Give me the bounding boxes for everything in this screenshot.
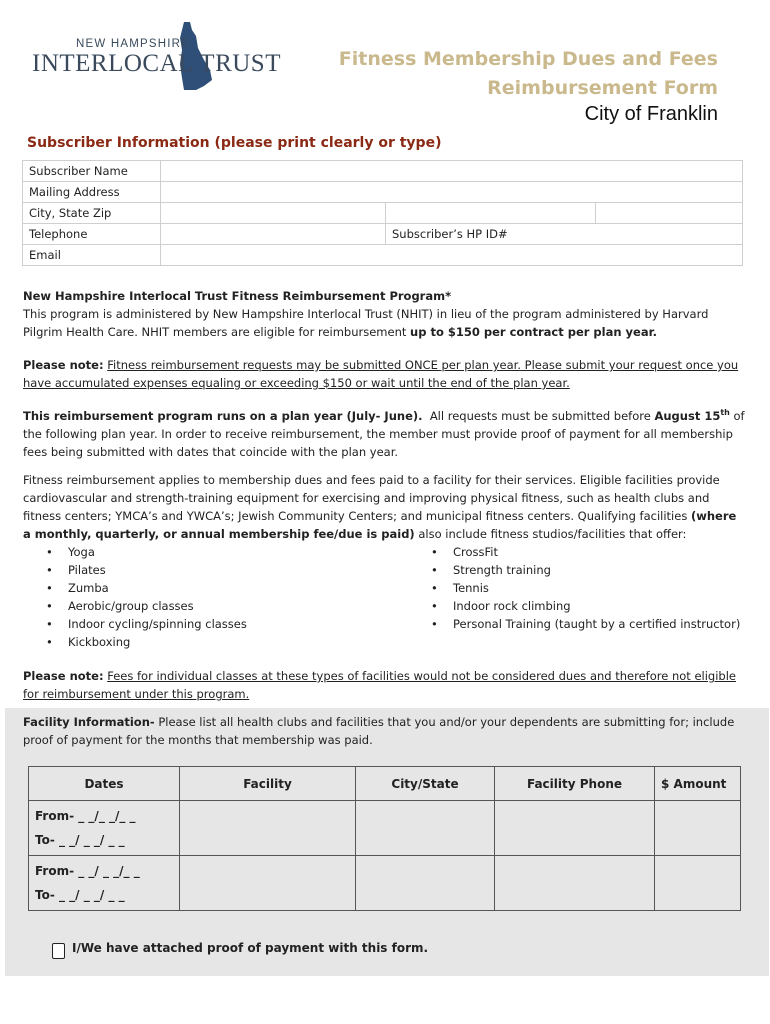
date-to: To- _ _/ _ _/ _ _ xyxy=(35,888,125,902)
facility-cell[interactable] xyxy=(180,801,356,856)
program-heading: New Hampshire Interlocal Trust Fitness Reimbursement Program* xyxy=(23,289,452,303)
program-section xyxy=(23,287,748,341)
mailing-address-field[interactable] xyxy=(161,182,743,203)
city-state-cell[interactable] xyxy=(356,856,495,911)
list-item: • Tennis xyxy=(453,579,489,597)
plan-year-bold: This reimbursement program runs on a plan year (July- June). xyxy=(23,408,423,423)
program-text: This program is administered by New Hampshire Interlocal Trust (NHIT) in lieu of the program administered by Harvard Pilgrim Health Care. NHIT members are eligible for reimbursement xyxy=(23,307,709,339)
col-city-state: City/State xyxy=(356,767,495,801)
list-item: • Zumba xyxy=(68,579,109,597)
program-limit: up to $150 per contract per plan year. xyxy=(410,325,658,339)
list-item: • Indoor rock climbing xyxy=(453,597,571,615)
city-field[interactable] xyxy=(161,203,386,224)
facility-instructions xyxy=(23,713,745,749)
phone-cell[interactable] xyxy=(495,856,655,911)
subscriber-table xyxy=(22,160,743,266)
proof-of-payment-checkbox[interactable] xyxy=(52,943,65,959)
city-name: City of Franklin xyxy=(584,103,718,125)
list-item: • Strength training xyxy=(453,561,551,579)
subscriber-name-label: Subscriber Name xyxy=(23,161,161,182)
logo-main-text: INTERLOCAL TRUST xyxy=(32,50,281,77)
hp-id-label: Subscriber’s HP ID# xyxy=(392,227,508,241)
col-amount: $ Amount xyxy=(655,767,741,801)
zip-field[interactable] xyxy=(596,203,743,224)
facility-cell[interactable] xyxy=(180,856,356,911)
form-title-line1: Fitness Membership Dues and Fees xyxy=(338,48,718,70)
nhit-logo xyxy=(28,20,281,92)
eligibility-bold: (where a monthly, quarterly, or annual membership fee/due is paid) xyxy=(23,509,737,541)
date-from: From- _ _/ _ _/_ _ xyxy=(35,864,140,878)
list-item: • Pilates xyxy=(68,561,106,579)
telephone-label: Telephone xyxy=(23,224,161,245)
email-field[interactable] xyxy=(161,245,743,266)
city-state-cell[interactable] xyxy=(356,801,495,856)
plan-year-date-sup: th xyxy=(720,408,730,417)
amount-cell[interactable] xyxy=(655,856,741,911)
subscriber-heading: Subscriber Information (please print clearly or type) xyxy=(27,135,442,151)
note-individual-classes xyxy=(23,667,748,703)
list-item: • CrossFit xyxy=(453,543,498,561)
logo-top-text: NEW HAMPSHIRE xyxy=(76,38,190,50)
table-row xyxy=(29,801,741,856)
plan-year-text1: All requests must be submitted before xyxy=(429,408,651,423)
list-item: • Indoor cycling/spinning classes xyxy=(68,615,247,633)
list-item: • Kickboxing xyxy=(68,633,130,651)
email-label: Email xyxy=(23,245,161,266)
plan-year-section xyxy=(23,404,748,461)
form-title-line2: Reimbursement Form xyxy=(487,77,718,99)
note-once-per-year xyxy=(23,356,748,392)
col-facility-phone: Facility Phone xyxy=(495,767,655,801)
plan-year-date xyxy=(654,409,729,423)
date-to: To- _ _/ _ _/ _ _ xyxy=(35,833,125,847)
list-item: • Yoga xyxy=(68,543,95,561)
amount-cell[interactable] xyxy=(655,801,741,856)
facility-label: Facility Information- xyxy=(23,715,155,729)
note2-label: Please note: xyxy=(23,669,104,683)
subscriber-name-field[interactable] xyxy=(161,161,743,182)
note1-text: Fitness reimbursement requests may be submitted ONCE per plan year. Please submit your request once you have accumulated expenses equaling or exceeding $150 or wait until the end of the plan year. xyxy=(23,358,739,390)
date-from: From- _ _/_ _/_ _ xyxy=(35,809,136,823)
hp-id-field[interactable] xyxy=(386,224,743,245)
eligibility-section xyxy=(23,471,748,543)
city-state-zip-label: City, State Zip xyxy=(23,203,161,224)
dates-cell[interactable] xyxy=(29,856,180,911)
list-item: • Personal Training (taught by a certified instructor) xyxy=(453,615,740,633)
table-row xyxy=(29,856,741,911)
plan-year-text2: of the following plan year. In order to receive reimbursement, the member must provide proof of payment for all membership fees being submitted with dates that coincide with the plan year. xyxy=(23,408,745,459)
telephone-field[interactable] xyxy=(161,224,386,245)
eligibility-text2: also include fitness studios/facilities that offer: xyxy=(414,527,687,541)
state-field[interactable] xyxy=(386,203,596,224)
dates-cell[interactable] xyxy=(29,801,180,856)
note1-label: Please note: xyxy=(23,358,104,372)
plan-year-date-text: August 15 xyxy=(654,408,721,423)
list-item: • Aerobic/group classes xyxy=(68,597,194,615)
proof-of-payment-label: I/We have attached proof of payment with this form. xyxy=(72,941,429,955)
facility-table xyxy=(28,766,741,911)
mailing-address-label: Mailing Address xyxy=(23,182,161,203)
eligibility-text1: Fitness reimbursement applies to membership dues and fees paid to a facility for their services. Eligible facilities provide cardiovascular and strength-training equipment for exercising and improving physical fitness, such as health clubs and fitness centers; YMCA’s and YWCA’s; Jewish Community Centers; and municipal fitness centers. Qualifying facilities xyxy=(23,473,720,523)
note2-text: Fees for individual classes at these types of facilities would not be considered dues and therefore not eligible for reimbursement under this program. xyxy=(23,669,736,701)
col-dates: Dates xyxy=(29,767,180,801)
col-facility: Facility xyxy=(180,767,356,801)
facility-text: Please list all health clubs and facilities that you and/or your dependents are submitting for; include proof of payment for the months that membership was paid. xyxy=(23,715,735,747)
phone-cell[interactable] xyxy=(495,801,655,856)
